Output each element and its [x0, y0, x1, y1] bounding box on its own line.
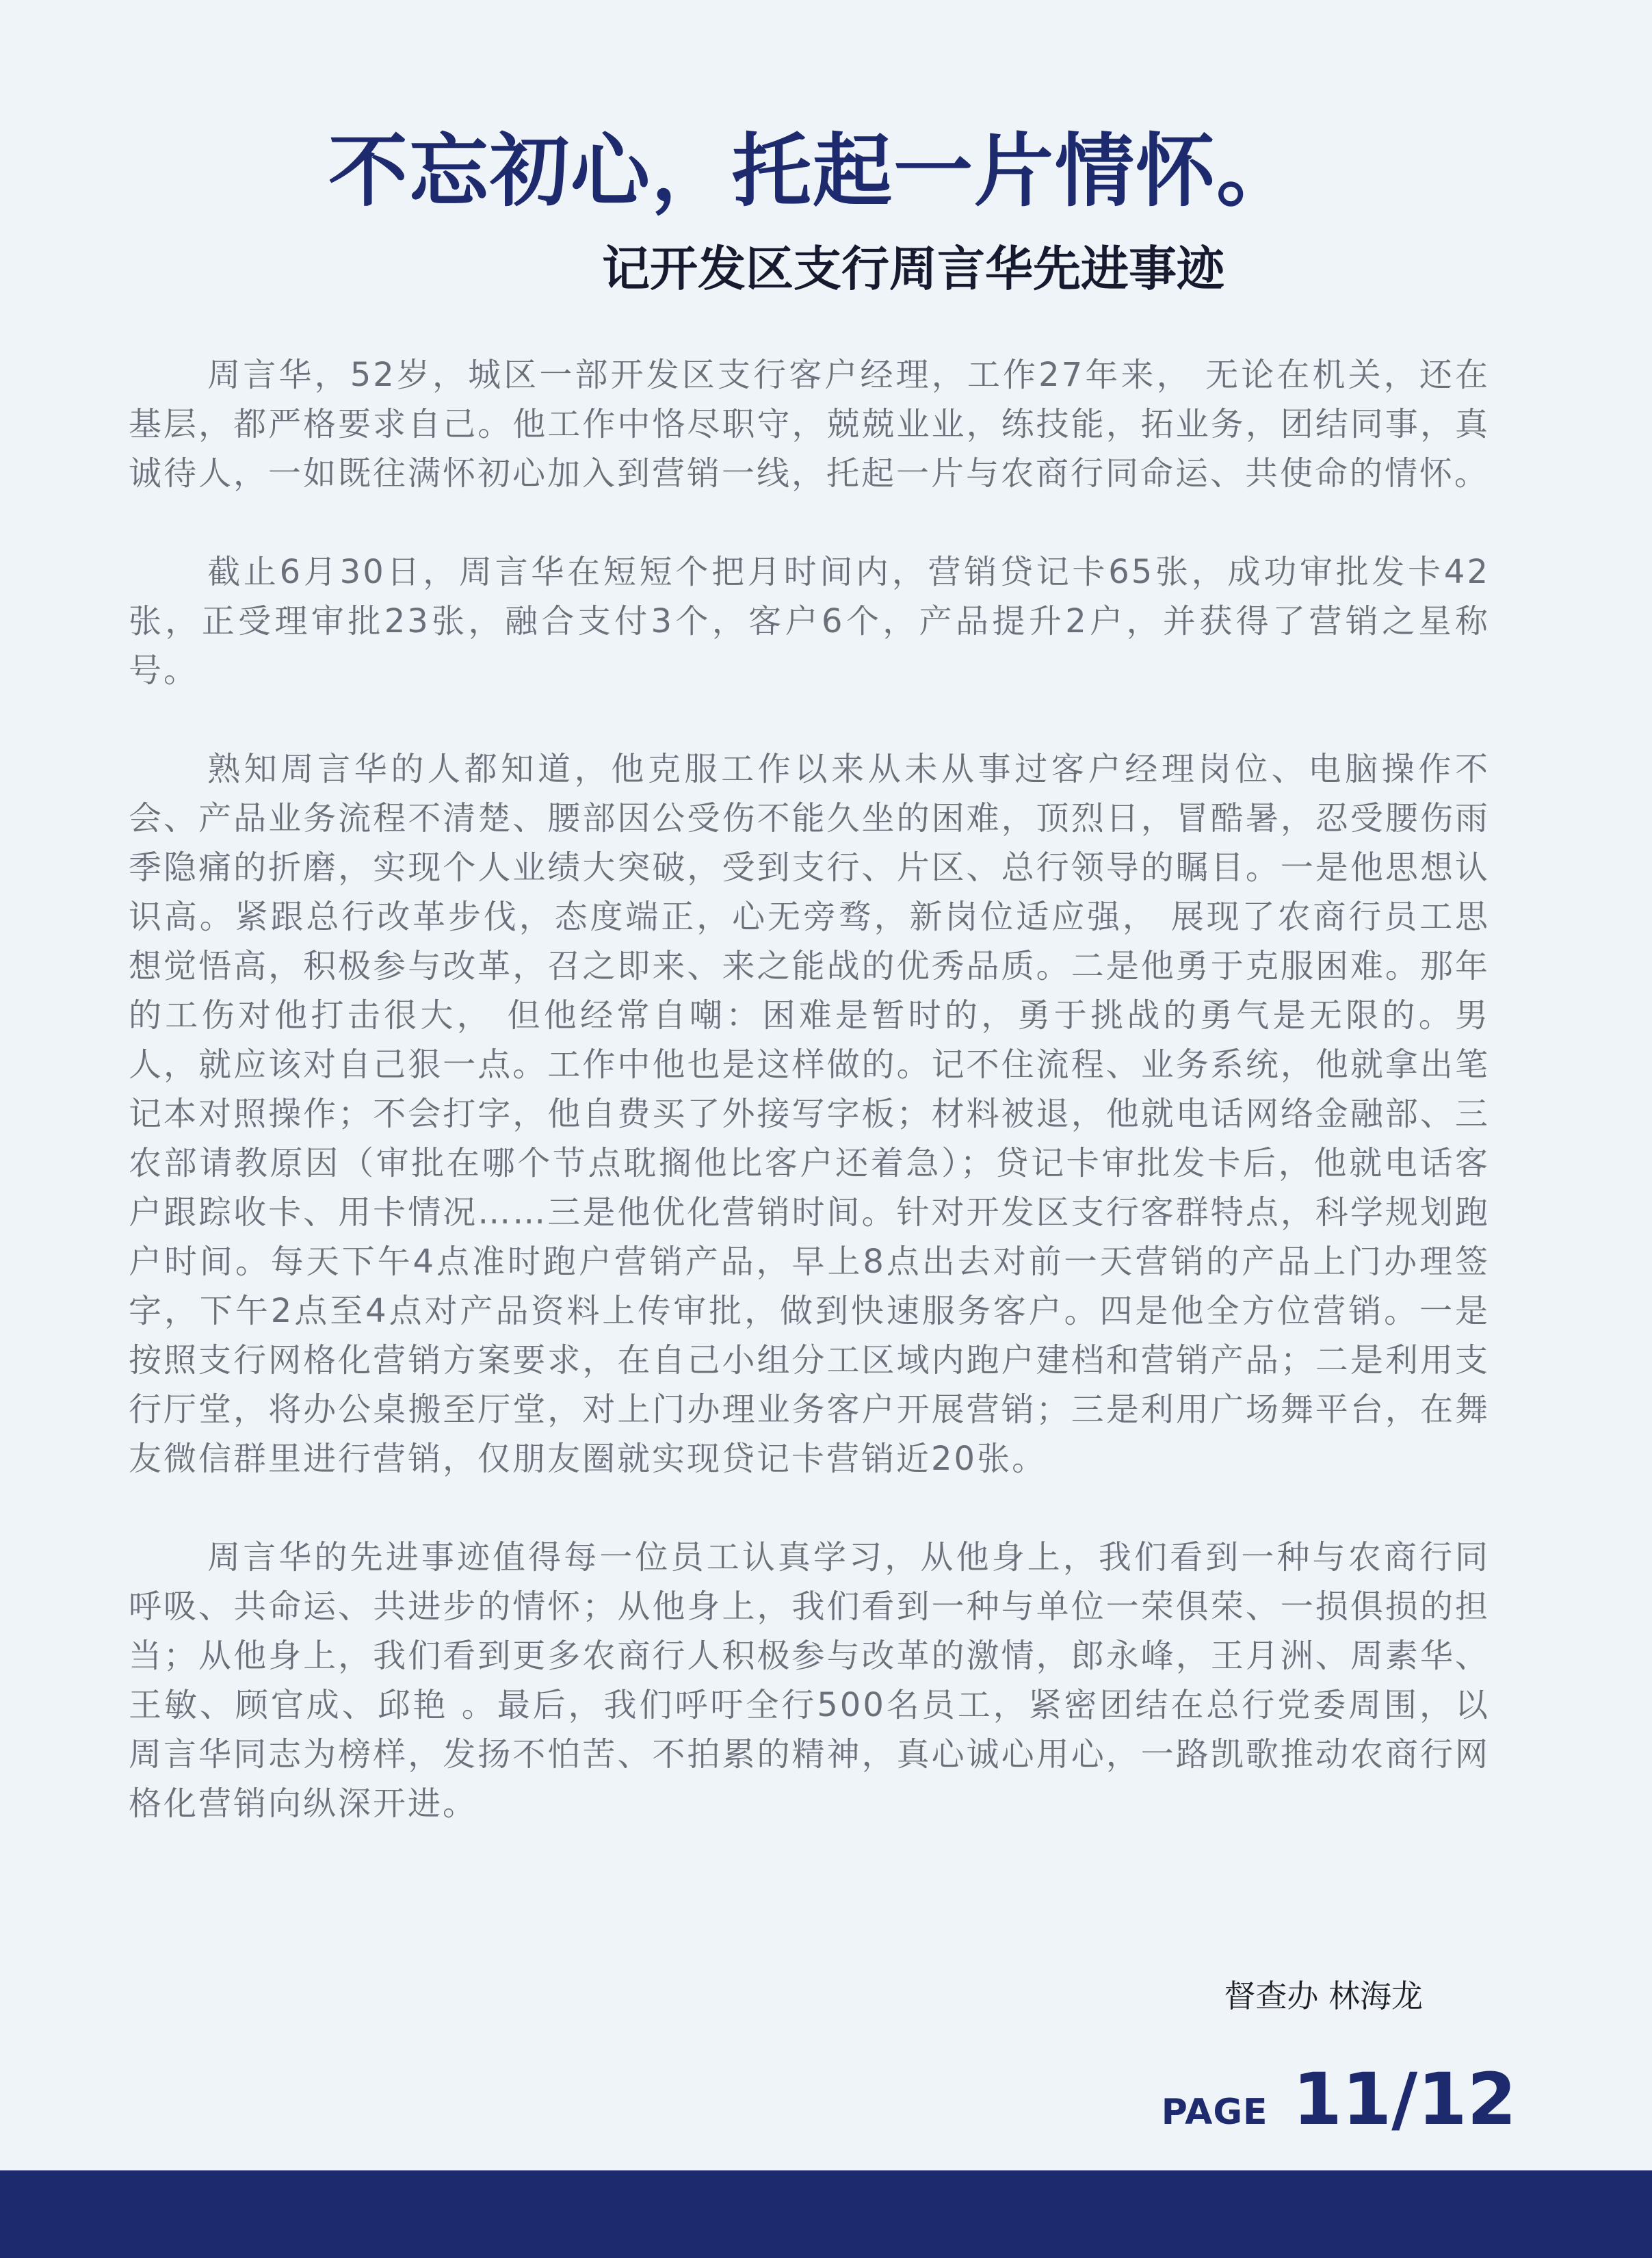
- footer-bar: [0, 2170, 1652, 2258]
- paragraph-intro: 周言华，52岁，城区一部开发区支行客户经理，工作27年来， 无论在机关，还在基层，都严格要求自己。他工作中恪尽职守，兢兢业业，练技能，拓业务，团结同事，真诚待人，一如既往满怀初心加入到营销一线，托起一片与农商行同命运、共使命的情怀。: [129, 356, 1490, 493]
- paragraph-details: 熟知周言华的人都知道，他克服工作以来从未从事过客户经理岗位、电脑操作不会、产品业务流程不清楚、腰部因公受伤不能久坐的困难，顶烈日，冒酷暑，忍受腰伤雨季隐痛的折磨，实现个人业绩大突破，受到支行、片区、总行领导的瞩目。一是他思想认识高。紧跟总行改革步伐，态度端正，心无旁骛，新岗位适应强， 展现了农商行员工思想觉悟高，积极参与改革，召之即来、来之能战的优秀品质。二是他勇于克服困难。那年的工伤对他打击很大， 但他经常自嘲：困难是暂时的，勇于挑战的勇气是无限的。男人，就应该对自己狠一点。工作中他也是这样做的。记不住流程、业务系统，他就拿出笔记本对照操作；不会打字，他自费买了外接写字板；材料被退，他就电话网络金融部、三农部请教原因（审批在哪个节点耽搁他比客户还着急）；贷记卡审批发卡后，他就电话客户跟踪收卡、用卡情况……三是他优化营销时间。针对开发区支行客群特点，科学规划跑户时间。每天下午4点准时跑户营销产品，早上8点出去对前一天营销的产品上门办理签字，下午2点至4点对产品资料上传审批，做到快速服务客户。四是他全方位营销。一是按照支行网格化营销方案要求，在自己小组分工区域内跑户建档和营销产品；二是利用支行厅堂，将办公桌搬至厅堂，对上门办理业务客户开展营销；三是利用广场舞平台，在舞友微信群里进行营销，仅朋友圈就实现贷记卡营销近20张。: [129, 750, 1490, 1478]
- page-value: 11/12: [1292, 2058, 1517, 2141]
- article-subtitle: 记开发区支行周言华先进事迹: [602, 240, 1224, 297]
- paragraph-conclusion: 周言华的先进事迹值得每一位员工认真学习，从他身上，我们看到一种与农商行同呼吸、共命运、共进步的情怀；从他身上，我们看到一种与单位一荣俱荣、一损俱损的担当；从他身上，我们看到更多农商行人积极参与改革的激情，郎永峰，王月洲、周素华、王敏、顾官成、邱艳 。最后，我们呼吁全行500名员工，紧密团结在总行党委周围，以周言华同志为榜样，发扬不怕苦、不拍累的精神，真心诚心用心，一路凯歌推动农商行网格化营销向纵深开进。: [129, 1538, 1490, 1823]
- author-signature: 督查办 林海龙: [1224, 1977, 1423, 2014]
- page-indicator: [1162, 2058, 1517, 2140]
- article-title: 不忘初心，托起一片情怀。: [328, 125, 1297, 218]
- article-body: [129, 350, 1490, 1878]
- page-label: PAGE: [1161, 2092, 1268, 2133]
- paragraph-results: 截止6月30日，周言华在短短个把月时间内，营销贷记卡65张，成功审批发卡42张，正受理审批23张，融合支付3个，客户6个，产品提升2户，并获得了营销之星称号。: [129, 553, 1490, 690]
